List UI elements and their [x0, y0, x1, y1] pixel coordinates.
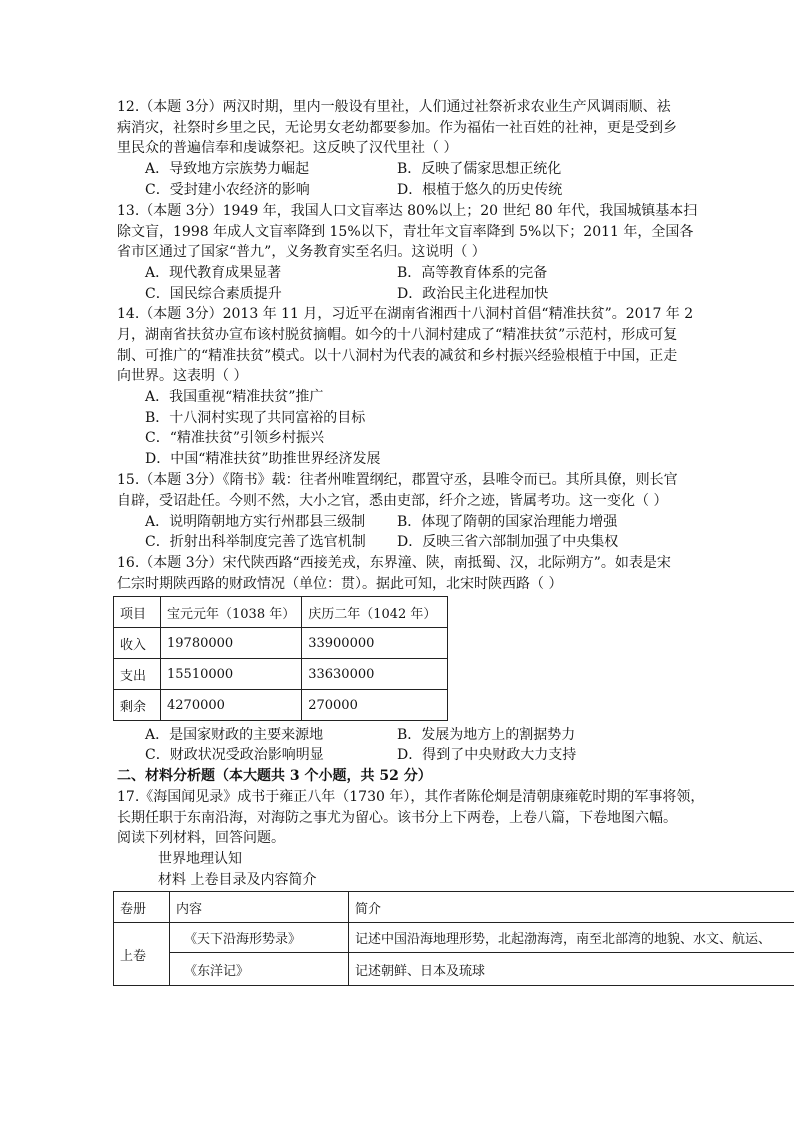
catalog-table — [113, 891, 794, 986]
q14-line-1: 14.（本题 3分）2013 年 11 月，习近平在湖南省湘西十八洞村首倡“精准扶贫”。2017 年 2 — [117, 306, 694, 322]
catalog-summary-cell: 记述中国沿海地理形势，北起渤海湾，南至北部湾的地貌、水文、航运、 — [349, 923, 794, 953]
catalog-header-content: 内容 — [170, 892, 349, 923]
q16-option-c: C．财政状况受政治影响明显 — [145, 747, 324, 763]
catalog-volume-cell: 上卷 — [114, 923, 170, 986]
q14-option-c: C．“精准扶贫”引领乡村振兴 — [145, 430, 325, 446]
q16-line-2: 仁宗时期陕西路的财政情况（单位：贯）。据此可知，北宋时陕西路（ ） — [117, 576, 563, 592]
catalog-table-header — [114, 892, 794, 923]
finance-table-header — [114, 597, 448, 628]
q17-subtitle: 世界地理认知 — [158, 851, 242, 867]
q13-line-2: 除文盲，1998 年成人文盲率降到 15%以下，青壮年文盲率降到 5%以下；2011 年，全国各 — [117, 224, 694, 240]
q15-option-c: C．折射出科举制度完善了选官机制 — [145, 534, 366, 550]
finance-cell: 270000 — [302, 690, 448, 721]
finance-cell: 4270000 — [161, 690, 302, 721]
q13-line-3: 省市区通过了国家“普九”，义务教育实至名归。这说明（ ） — [117, 244, 486, 260]
catalog-header-summary: 简介 — [349, 892, 794, 923]
catalog-summary-cell: 记述朝鲜、日本及琉球 — [349, 953, 794, 986]
table-row — [114, 953, 794, 986]
table-row — [114, 690, 448, 721]
q16-option-d: D．得到了中央财政大力支持 — [397, 747, 577, 763]
finance-row-label: 剩余 — [114, 690, 161, 721]
q17-material-label: 材料 上卷目录及内容简介 — [158, 872, 317, 888]
q16-option-b: B．发展为地方上的割据势力 — [397, 727, 576, 743]
finance-header-1042: 庆历二年（1042 年） — [302, 597, 448, 628]
q15-line-1: 15.（本题 3分）《隋书》载：往者州唯置纲纪，郡置守丞，县唯令而已。其所具僚，则长官 — [117, 472, 678, 488]
q12-line-2: 病消灾，社祭时乡里之民，无论男女老幼都要参加。作为福佑一社百姓的社神，更是受到乡 — [117, 120, 677, 136]
q14-line-2: 月，湖南省扶贫办宣布该村脱贫摘帽。如今的十八洞村建成了“精准扶贫”示范村，形成可复 — [117, 327, 678, 343]
table-row — [114, 923, 794, 953]
q15-option-a: A．说明隋朝地方实行州郡县三级制 — [145, 514, 366, 530]
q15-option-b: B．体现了隋朝的国家治理能力增强 — [397, 514, 618, 530]
catalog-content-cell: 《东洋记》 — [170, 953, 349, 986]
q13-option-b: B．高等教育体系的完备 — [397, 265, 548, 281]
q14-line-3: 制、可推广的“精准扶贫”模式。以十八洞村为代表的减贫和乡村振兴经验根植于中国，正走 — [117, 348, 678, 364]
finance-cell: 33900000 — [302, 628, 448, 659]
q13-option-d: D．政治民主化进程加快 — [397, 286, 549, 302]
finance-header-item: 项目 — [114, 597, 161, 628]
q14-option-d: D．中国“精准扶贫”助推世界经济发展 — [145, 451, 381, 467]
q12-option-b: B．反映了儒家思想正统化 — [397, 161, 562, 177]
table-row — [114, 628, 448, 659]
q17-line-1: 17.《海国闻见录》成书于雍正八年（1730 年），其作者陈伦炯是清朝康雍乾时期的军事将领， — [117, 789, 705, 805]
catalog-content-cell: 《天下沿海形势录》 — [170, 923, 349, 953]
q17-line-2: 长期任职于东南沿海，对海防之事尤为留心。该书分上下两卷，上卷八篇，下卷地图六幅。 — [117, 810, 677, 826]
q13-option-a: A．现代教育成果显著 — [145, 265, 282, 281]
q15-line-2: 自辟，受诏赴任。今则不然，大小之官，悉由吏部，纤介之迹，皆属考功。这一变化（ ） — [117, 493, 668, 509]
q13-line-1: 13.（本题 3分）1949 年，我国人口文盲率达 80%以上；20 世纪 80 年代，我国城镇基本扫 — [117, 203, 698, 219]
q15-option-d: D．反映三省六部制加强了中央集权 — [397, 534, 619, 550]
catalog-header-volume: 卷册 — [114, 892, 170, 923]
q14-line-4: 向世界。这表明（ ） — [117, 368, 248, 384]
finance-cell: 33630000 — [302, 659, 448, 690]
q14-option-b: B．十八洞村实现了共同富裕的目标 — [145, 410, 366, 426]
finance-cell: 15510000 — [161, 659, 302, 690]
table-row — [114, 659, 448, 690]
finance-row-label: 支出 — [114, 659, 161, 690]
q16-option-a: A．是国家财政的主要来源地 — [145, 727, 324, 743]
finance-table — [113, 596, 448, 721]
q16-line-1: 16.（本题 3分）宋代陕西路“西接羌戎，东界潼、陕，南抵蜀、汉，北际朔方”。如表是宋 — [117, 555, 671, 571]
q17-line-3: 阅读下列材料，回答问题。 — [117, 830, 285, 846]
q12-option-c: C．受封建小农经济的影响 — [145, 182, 310, 198]
q12-line-1: 12.（本题 3分）两汉时期，里内一般设有里社，人们通过社祭祈求农业生产风调雨顺、祛 — [117, 99, 671, 115]
finance-header-1038: 宝元元年（1038 年） — [161, 597, 302, 628]
finance-cell: 19780000 — [161, 628, 302, 659]
q12-option-a: A．导致地方宗族势力崛起 — [145, 161, 310, 177]
finance-row-label: 收入 — [114, 628, 161, 659]
section-2-title: 二、材料分析题（本大题共 3 个小题，共 52 分） — [117, 768, 432, 784]
q14-option-a: A．我国重视“精准扶贫”推广 — [145, 389, 324, 405]
q13-option-c: C．国民综合素质提升 — [145, 286, 282, 302]
q12-line-3: 里民众的普遍信奉和虔诚祭祀。这反映了汉代里社（ ） — [117, 140, 458, 156]
q12-option-d: D．根植于悠久的历史传统 — [397, 182, 563, 198]
